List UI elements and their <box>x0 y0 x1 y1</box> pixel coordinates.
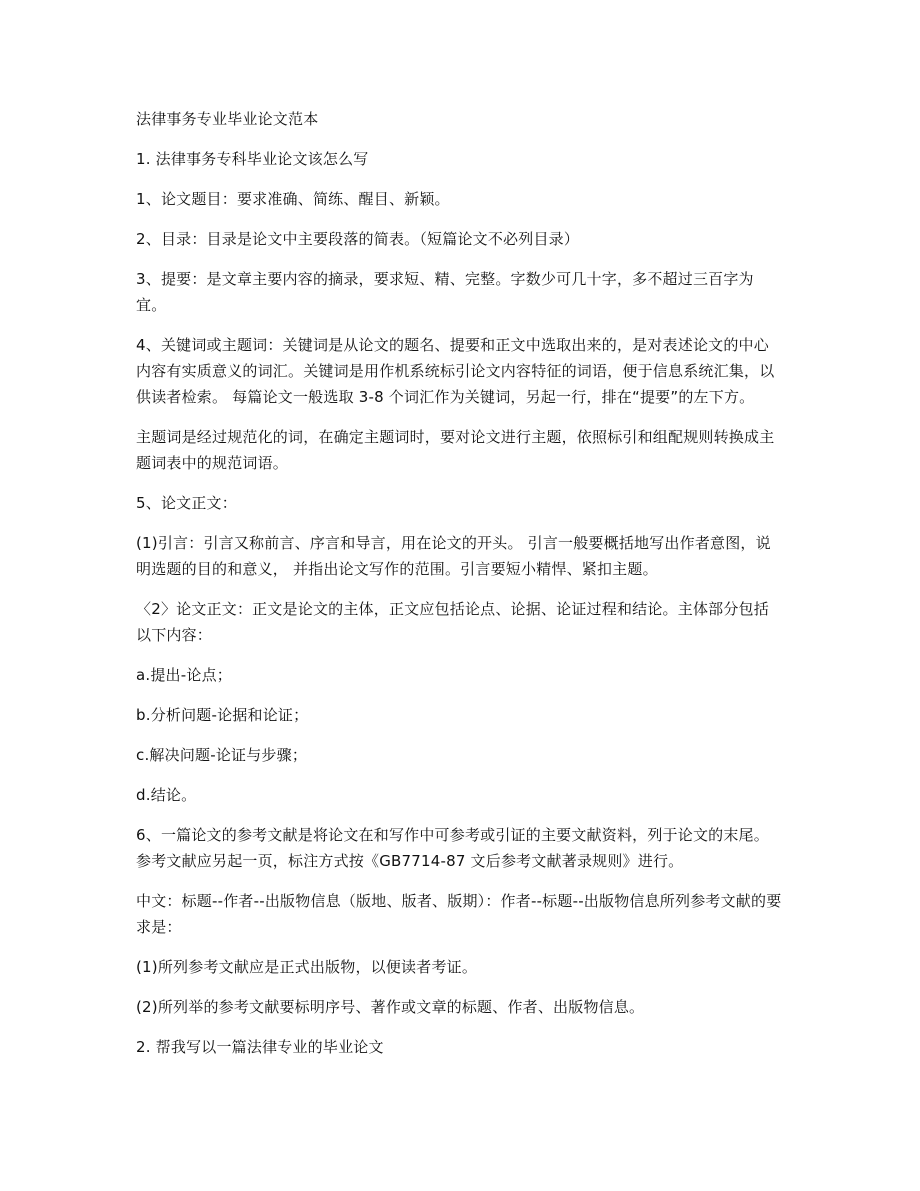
document-title: 法律事务专业毕业论文范本 <box>136 110 319 128</box>
paragraph-reference-rule-1: (1)所列参考文献应是正式出版物，以便读者考证。 <box>136 958 478 976</box>
document-page <box>136 106 784 1060</box>
paragraph-keywords: 4、关键词或主题词：关键词是从论文的题名、提要和正文中选取出来的，是对表述论文的中心内容有实质意义的词汇。关键词是用作机系统标引论文内容特征的词语，便于信息系统汇集，以供读者检索。 每篇论文一般选取 3-8 个词汇作为关键词，另起一行，排在“提要”的左下方。 <box>136 336 775 406</box>
paragraph-reference-rule-2: (2)所列举的参考文献要标明序号、著作或文章的标题、作者、出版物信息。 <box>136 998 645 1016</box>
list-item-b: b.分析问题-论据和论证； <box>136 706 309 724</box>
paragraph-chinese-format: 中文：标题--作者--出版物信息（版地、版者、版期）：作者--标题--出版物信息所列参考文献的要求是： <box>136 892 782 936</box>
list-item-c: c.解决问题-论证与步骤； <box>136 746 308 764</box>
section-heading-2: 2. 帮我写以一篇法律专业的毕业论文 <box>136 1038 384 1056</box>
paragraph-introduction: (1)引言：引言又称前言、序言和导言，用在论文的开头。 引言一般要概括地写出作者意图，说明选题的目的和意义， 并指出论文写作的范围。引言要短小精悍、紧扣主题。 <box>136 534 771 578</box>
section-heading-1: 1. 法律事务专科毕业论文该怎么写 <box>136 150 369 168</box>
paragraph-abstract: 3、提要：是文章主要内容的摘录，要求短、精、完整。字数少可几十字，多不超过三百字为宜。 <box>136 270 754 314</box>
paragraph-body-heading: 5、论文正文： <box>136 494 237 512</box>
list-item-a: a.提出-论点； <box>136 666 232 684</box>
paragraph-table-of-contents: 2、目录：目录是论文中主要段落的简表。（短篇论文不必列目录） <box>136 230 580 248</box>
list-item-d: d.结论。 <box>136 786 197 804</box>
paragraph-subject-terms: 主题词是经过规范化的词，在确定主题词时，要对论文进行主题，依照标引和组配规则转换成主题词表中的规范词语。 <box>136 428 775 472</box>
paragraph-references: 6、一篇论文的参考文献是将论文在和写作中可参考或引证的主要文献资料，列于论文的末尾。参考文献应另起一页，标注方式按《GB7714-87 文后参考文献著录规则》进行。 <box>136 826 769 870</box>
paragraph-thesis-title: 1、论文题目：要求准确、简练、醒目、新颖。 <box>136 190 450 208</box>
paragraph-main-body: 〈2〉论文正文：正文是论文的主体，正文应包括论点、论据、论证过程和结论。主体部分包括以下内容： <box>136 600 769 644</box>
